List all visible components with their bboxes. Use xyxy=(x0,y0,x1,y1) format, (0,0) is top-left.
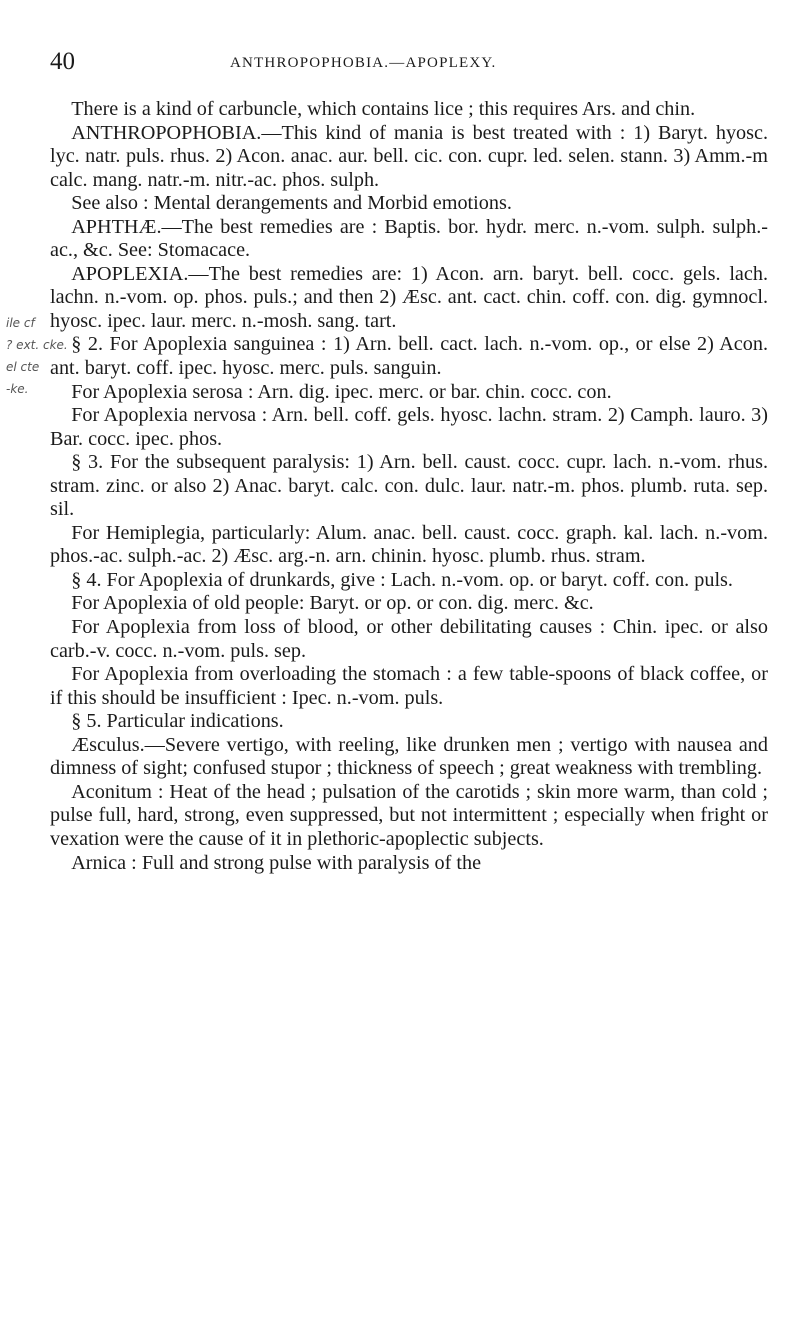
margin-note: el cte xyxy=(6,360,40,374)
entry-apoplexia: APOPLEXIA.—The best remedies are: 1) Acon. arn. baryt. bell. cocc. gels. lach. lachn. n.-vom. op. phos. puls.; and then 2) Æsc. ant. cact. chin. coff. con. dig. gymnocl. hyosc. ipec. laur. merc. n.-mosh. sang. tart. xyxy=(50,262,768,332)
paragraph: For Apoplexia nervosa : Arn. bell. coff. gels. hyosc. lachn. stram. 2) Camph. lauro. 3) Bar. cocc. ipec. phos. xyxy=(50,404,768,450)
indication-aconitum: Aconitum : Heat of the head ; pulsation of the carotids ; skin more warm, than cold ; pulse full, hard, strong, even suppressed, but not intermittent ; especially when fright or vexation were the cause of it in plethoric-apoplectic subjects. xyxy=(50,780,768,850)
paragraph: For Apoplexia of old people: Baryt. or op. or con. dig. merc. &c. xyxy=(71,592,594,615)
paragraph: For Apoplexia from overloading the stomach : a few table-spoons of black coffee, or if this should be insufficient : Ipec. n.-vom. puls. xyxy=(50,663,768,709)
paragraph: See also : Mental derangements and Morbid emotions. xyxy=(71,192,512,215)
paragraph: For Apoplexia from loss of blood, or other debilitating causes : Chin. ipec. or also carb.-v. cocc. n.-vom. puls. sep. xyxy=(50,616,768,662)
page-number: 40 xyxy=(50,48,75,75)
paragraph: There is a kind of carbuncle, which contains lice ; this requires Ars. and chin. xyxy=(71,98,696,120)
section-3: § 3. For the subsequent paralysis: 1) Arn. bell. caust. cocc. cupr. lach. n.-vom. rhus. stram. zinc. or also 2) Anac. baryt. calc. con. dulc. laur. natr.-m. phos. plumb. ruta. sep. sil. xyxy=(50,451,768,521)
page-body xyxy=(50,98,768,875)
running-title: ANTHROPOPHOBIA.—APOPLEXY. xyxy=(230,55,497,71)
margin-note: -ke. xyxy=(6,382,29,396)
indication-arnica: Arnica : Full and strong pulse with paralysis of the xyxy=(71,851,482,874)
section-4: § 4. For Apoplexia of drunkards, give : Lach. n.-vom. op. or baryt. coff. con. puls. xyxy=(71,568,733,591)
entry-anthropophobia: ANTHROPOPHOBIA.—This kind of mania is best treated with : 1) Baryt. hyosc. lyc. natr. puls. rhus. 2) Acon. anac. aur. bell. cic. con. cupr. led. selen. stann. 3) Amm.-m calc. mang. natr.-m. nitr.-ac. phos. sulph. xyxy=(50,121,768,191)
section-2: § 2. For Apoplexia sanguinea : 1) Arn. bell. cact. lach. n.-vom. op., or else 2) Acon. ant. baryt. coff. ipec. hyosc. merc. puls. sanguin. xyxy=(50,333,768,380)
page-header xyxy=(0,48,800,80)
margin-note: ile cf xyxy=(6,316,35,330)
margin-note: ? ext. cke. xyxy=(6,338,68,352)
indication-aesculus: Æsculus.—Severe vertigo, with reeling, like drunken men ; vertigo with nausea and dimness of sight; confused stupor ; thickness of speech ; great weakness with trembling. xyxy=(50,733,768,780)
section-5: § 5. Particular indications. xyxy=(71,710,284,733)
paragraph: For Hemiplegia, particularly: Alum. anac. bell. caust. cocc. graph. kal. lach. n.-vom. phos.-ac. sulph.-ac. 2) Æsc. arg.-n. arn. chinin. hyosc. plumb. rhus. stram. xyxy=(50,521,768,568)
entry-aphthae: APHTHÆ.—The best remedies are : Baptis. bor. hydr. merc. n.-vom. sulph. sulph.-ac., &c. See: Stomacace. xyxy=(50,215,768,262)
paragraph: For Apoplexia serosa : Arn. dig. ipec. merc. or bar. chin. cocc. con. xyxy=(71,380,612,403)
